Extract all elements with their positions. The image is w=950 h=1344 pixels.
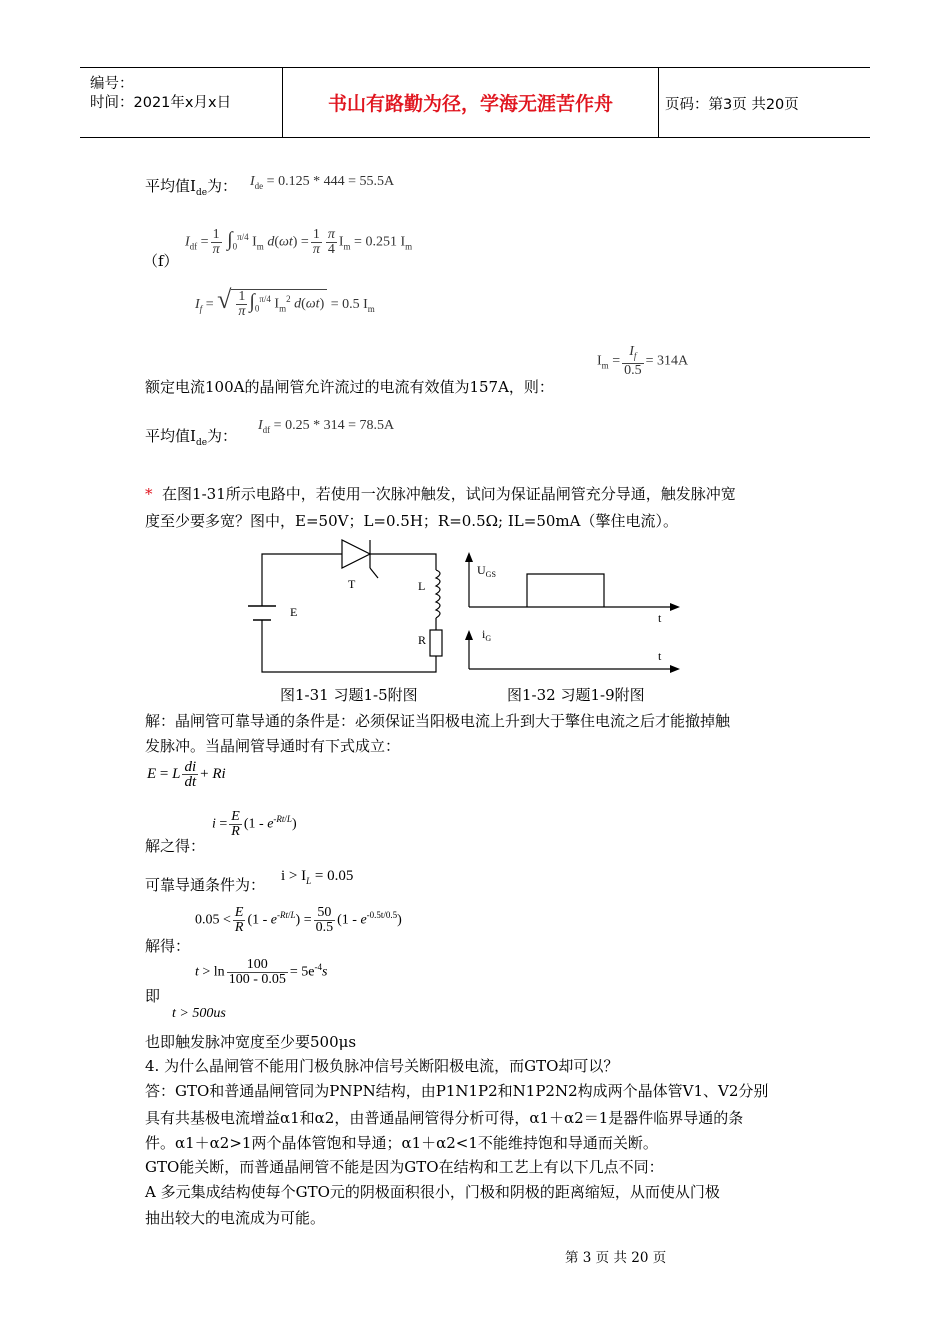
page-footer: 第 3 页 共 20 页 (565, 1250, 667, 1266)
circuit-figure (240, 532, 690, 680)
answer-line-5: A 多元集成结构使每个GTO元的阴极面积很小，门极和阴极的距离缩短，从而使从门极 (145, 1183, 720, 1201)
eq-condition: $i > I_L = 0.05$ (281, 868, 354, 886)
label-t2: t (658, 649, 662, 663)
solve-label: 解之得： (145, 837, 206, 855)
header-page-cell (659, 68, 870, 137)
answer-line-1: 答：GTO和普通晶闸管同为PNPN结构，由P1N1P2和N1P2N2构成两个晶体管V1、V2分别 (145, 1082, 769, 1100)
question-line-1: * 在图1-31所示电路中，若使用一次脉冲触发，试问为保证晶闸管充分导通，触发脉冲宽 (145, 485, 736, 503)
label-thyristor: T (348, 577, 356, 591)
eq-t-result: t > 500us (172, 1006, 226, 1021)
f-label: （f） (143, 252, 179, 270)
eq-idf2: $I_{df} = 0.25 * 314 = 78.5A$ (258, 418, 395, 435)
eq-im: $I_m$ = $\frac{I_f}{0.5}$ = 314A (597, 344, 689, 378)
solution-line-1: 解：晶闸管可靠导通的条件是：必须保证当阳极电流上升到大于擎住电流之后才能撤掉触 (145, 712, 731, 730)
page-header (80, 67, 870, 138)
label-resistor: R (418, 633, 427, 647)
caption-fig-1-31: 图1-31 习题1-5附图 (280, 686, 418, 704)
answer-line-6: 抽出较大的电流成为可能。 (145, 1209, 326, 1227)
eq-idf: $I_{df}$ = $\frac{1}{\pi}$ $\int_0^{\pi/4}$ $I_m$ d(ωt) = $\frac{1}{\pi}$ $\frac{\pi}{4}$ $I_m = 0.251$ $I_m$ (185, 227, 413, 257)
header-number: 编号： (90, 76, 134, 92)
eq-solve: 0.05 < $\frac{E}{R}$ $(1 - e^{-Rt/L})$ = $\frac{50}{0.5}$ $(1 - e^{-0.5t/0.5})$ (195, 905, 402, 935)
label-source: E (290, 605, 298, 619)
answer-line-3: 件。α1＋α2>1两个晶体管饱和导通；α1＋α2<1不能维持饱和导通而关断。 (145, 1134, 658, 1152)
question-4: 4. 为什么晶闸管不能用门极负脉冲信号关断阳极电流，而GTO却可以？ (145, 1057, 619, 1075)
eq-kvl: E = L $\frac{di}{dt}$ + Ri (147, 759, 226, 790)
answer-line-4: GTO能关断，而普通晶闸管不能是因为GTO在结构和工艺上有以下几点不同： (145, 1158, 664, 1176)
eq-current: i = $\frac{E}{R}$ $(1 - e^{-Rt/L})$ (212, 809, 297, 839)
header-motto-cell (283, 68, 659, 137)
rated-current-text: 额定电流100A的晶闸管允许流过的电流有效值为157A，则： (145, 378, 554, 396)
header-time: 时间：2021年x月x日 (90, 95, 232, 111)
label-ugs: $U_{GS}$ (477, 563, 496, 579)
solved-label: 解得： (145, 937, 191, 955)
answer-line-2: 具有共基极电流增益α1和α2，由普通晶闸管得分析可得，α1＋α2＝1是器件临界导通的条 (145, 1109, 744, 1127)
eq-ide: $I_{de} = 0.125 * 444 = 55.5A$ (250, 174, 395, 191)
avg-label-2: 平均值$I_{de}$为： (145, 427, 238, 448)
header-page-info: 页码：第3页 共20页 (665, 97, 799, 113)
eq-time: t > ln $\frac{100}{100 - 0.05}$ = $5e^{-4}s$ (195, 957, 328, 987)
eq-if: $I_f$ = √ $\frac{1}{\pi}$ $\int_0^{\pi/4}$ $I_m^2$ d(ωt) = 0.5 $I_m$ (195, 285, 375, 320)
question-line-2: 度至少要多宽？图中，E=50V；L=0.5H；R=0.5Ω; IL=50mA（擎住电流）。 (145, 512, 678, 530)
label-ig: $i_G$ (482, 627, 492, 643)
solution-line-2: 发脉冲。当晶闸管导通时有下式成立： (145, 737, 401, 755)
header-motto: 书山有路勤为径，学海无涯苦作舟 (327, 93, 613, 115)
conclusion: 也即触发脉冲宽度至少要500μs (145, 1033, 357, 1051)
label-inductor: L (418, 579, 426, 593)
pulse-waveform (527, 574, 604, 607)
ji-label: 即 (145, 987, 161, 1005)
thyristor-symbol (342, 540, 370, 568)
inductor-symbol (436, 570, 440, 618)
caption-fig-1-32: 图1-32 习题1-9附图 (507, 686, 645, 704)
header-meta-cell (80, 68, 283, 137)
label-t1: t (658, 611, 662, 625)
avg-label-1: 平均值$I_{de}$为： (145, 177, 238, 198)
resistor-symbol (430, 630, 442, 656)
reliable-label: 可靠导通条件为： (145, 876, 266, 894)
